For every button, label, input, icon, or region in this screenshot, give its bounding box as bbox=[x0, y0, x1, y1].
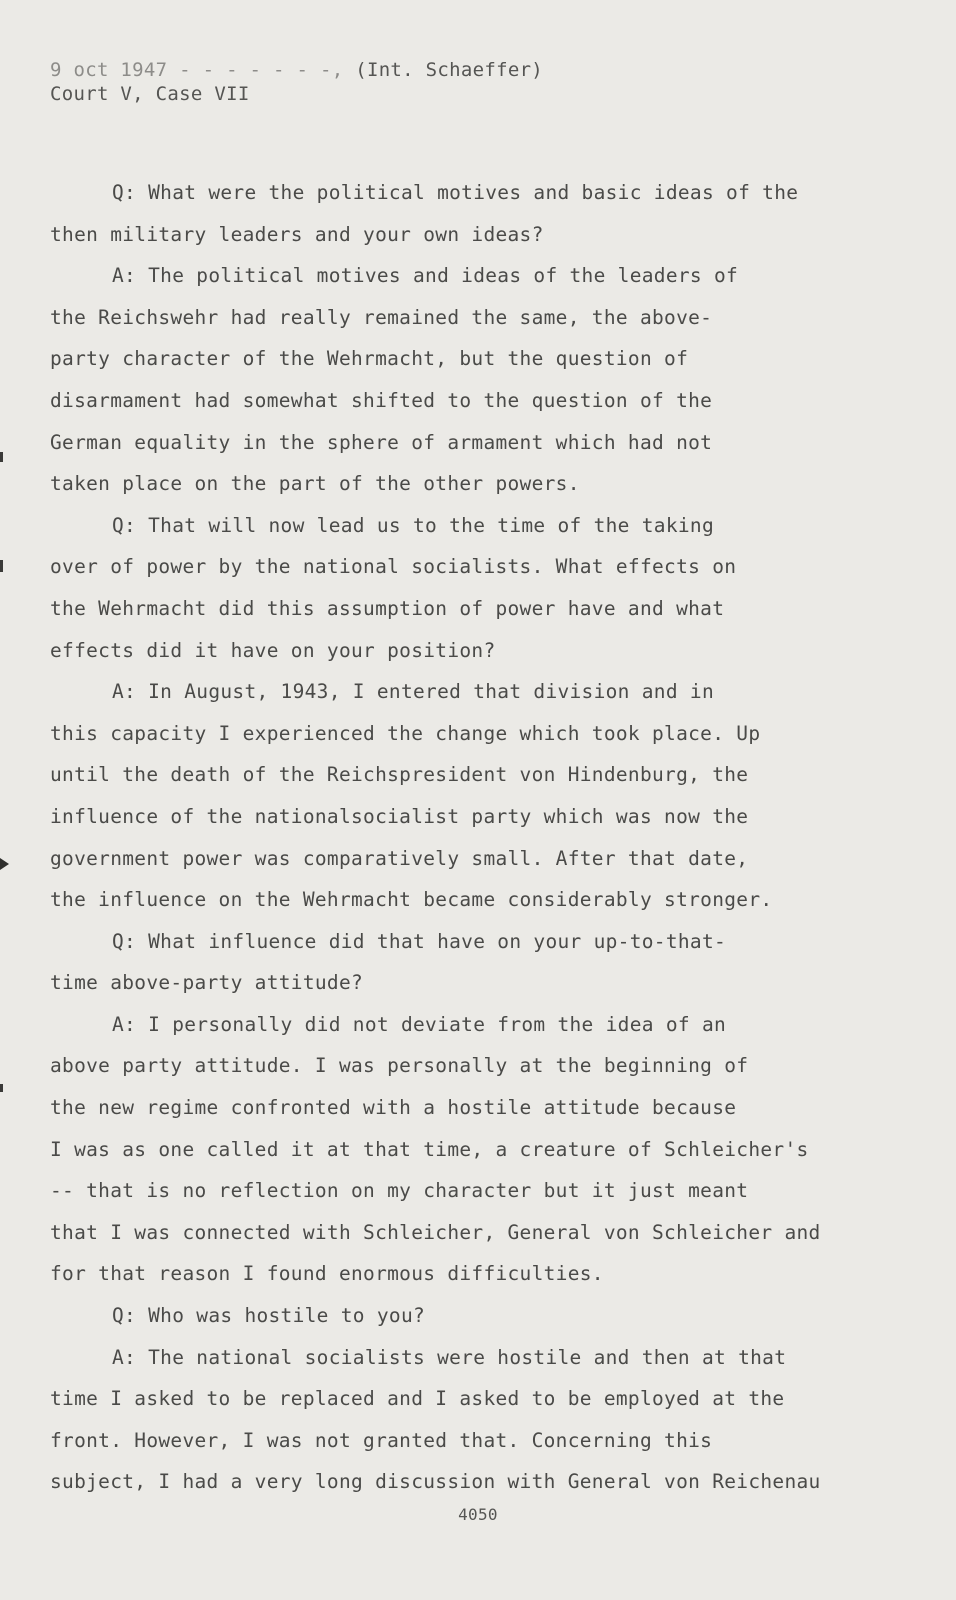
transcript-line: the new regime confronted with a hostile attitude because bbox=[50, 1096, 737, 1120]
transcript-line: for that reason I found enormous difficulties. bbox=[50, 1262, 604, 1286]
binding-mark-top bbox=[0, 452, 3, 462]
header-interpreter: (Int. Schaeffer) bbox=[355, 59, 544, 81]
transcript-line: taken place on the part of the other powers. bbox=[50, 472, 580, 496]
transcript-line: front. However, I was not granted that. Concerning this bbox=[50, 1428, 713, 1452]
transcript-line: party character of the Wehrmacht, but the question of bbox=[50, 347, 689, 371]
header-line-court: Court V, Case VII bbox=[50, 83, 250, 105]
transcript-body bbox=[50, 172, 910, 1503]
binding-mark-lower bbox=[0, 1084, 3, 1092]
header-faded-date: 9 oct 1947 - - - - - - -, bbox=[50, 59, 356, 81]
transcript-line: time I asked to be replaced and I asked to be employed at the bbox=[50, 1387, 785, 1411]
transcript-line: Q: Who was hostile to you? bbox=[112, 1304, 426, 1328]
transcript-line: A: I personally did not deviate from the idea of an bbox=[112, 1012, 727, 1036]
margin-arrow-mark bbox=[0, 858, 9, 870]
transcript-line: Q: That will now lead us to the time of the taking bbox=[112, 513, 714, 537]
transcript-line: the Wehrmacht did this assumption of power have and what bbox=[50, 596, 725, 620]
transcript-line: I was as one called it at that time, a creature of Schleicher's bbox=[50, 1137, 809, 1161]
transcript-line: the Reichswehr had really remained the same, the above- bbox=[50, 305, 713, 329]
transcript-line: that I was connected with Schleicher, General von Schleicher and bbox=[50, 1220, 821, 1244]
transcript-line: Q: What influence did that have on your up-to-that- bbox=[112, 929, 727, 953]
transcript-line: A: The national socialists were hostile and then at that bbox=[112, 1345, 787, 1369]
transcript-line: time above-party attitude? bbox=[50, 971, 364, 995]
transcript-line: this capacity I experienced the change which took place. Up bbox=[50, 721, 761, 745]
document-header bbox=[50, 58, 543, 106]
transcript-line: A: The political motives and ideas of the leaders of bbox=[112, 264, 739, 288]
transcript-line: the influence on the Wehrmacht became considerably stronger. bbox=[50, 888, 773, 912]
transcript-line: German equality in the sphere of armament which had not bbox=[50, 430, 713, 454]
transcript-line: influence of the nationalsocialist party which was now the bbox=[50, 804, 749, 828]
transcript-line: then military leaders and your own ideas? bbox=[50, 222, 544, 246]
transcript-line: effects did it have on your position? bbox=[50, 638, 496, 662]
transcript-line: until the death of the Reichspresident von Hindenburg, the bbox=[50, 763, 749, 787]
transcript-line: disarmament had somewhat shifted to the question of the bbox=[50, 388, 713, 412]
header-line-date bbox=[50, 58, 543, 82]
transcript-line: government power was comparatively small. After that date, bbox=[50, 846, 749, 870]
transcript-line: A: In August, 1943, I entered that division and in bbox=[112, 680, 714, 704]
binding-mark-upper bbox=[0, 560, 3, 572]
transcript-line: -- that is no reflection on my character but it just meant bbox=[50, 1179, 749, 1203]
transcript-line: subject, I had a very long discussion with General von Reichenau bbox=[50, 1470, 821, 1494]
transcript-line: Q: What were the political motives and basic ideas of the bbox=[112, 181, 799, 204]
transcript-line: over of power by the national socialists. What effects on bbox=[50, 555, 737, 579]
page-number: 4050 bbox=[458, 1505, 498, 1524]
transcript-line: above party attitude. I was personally at the beginning of bbox=[50, 1054, 749, 1078]
